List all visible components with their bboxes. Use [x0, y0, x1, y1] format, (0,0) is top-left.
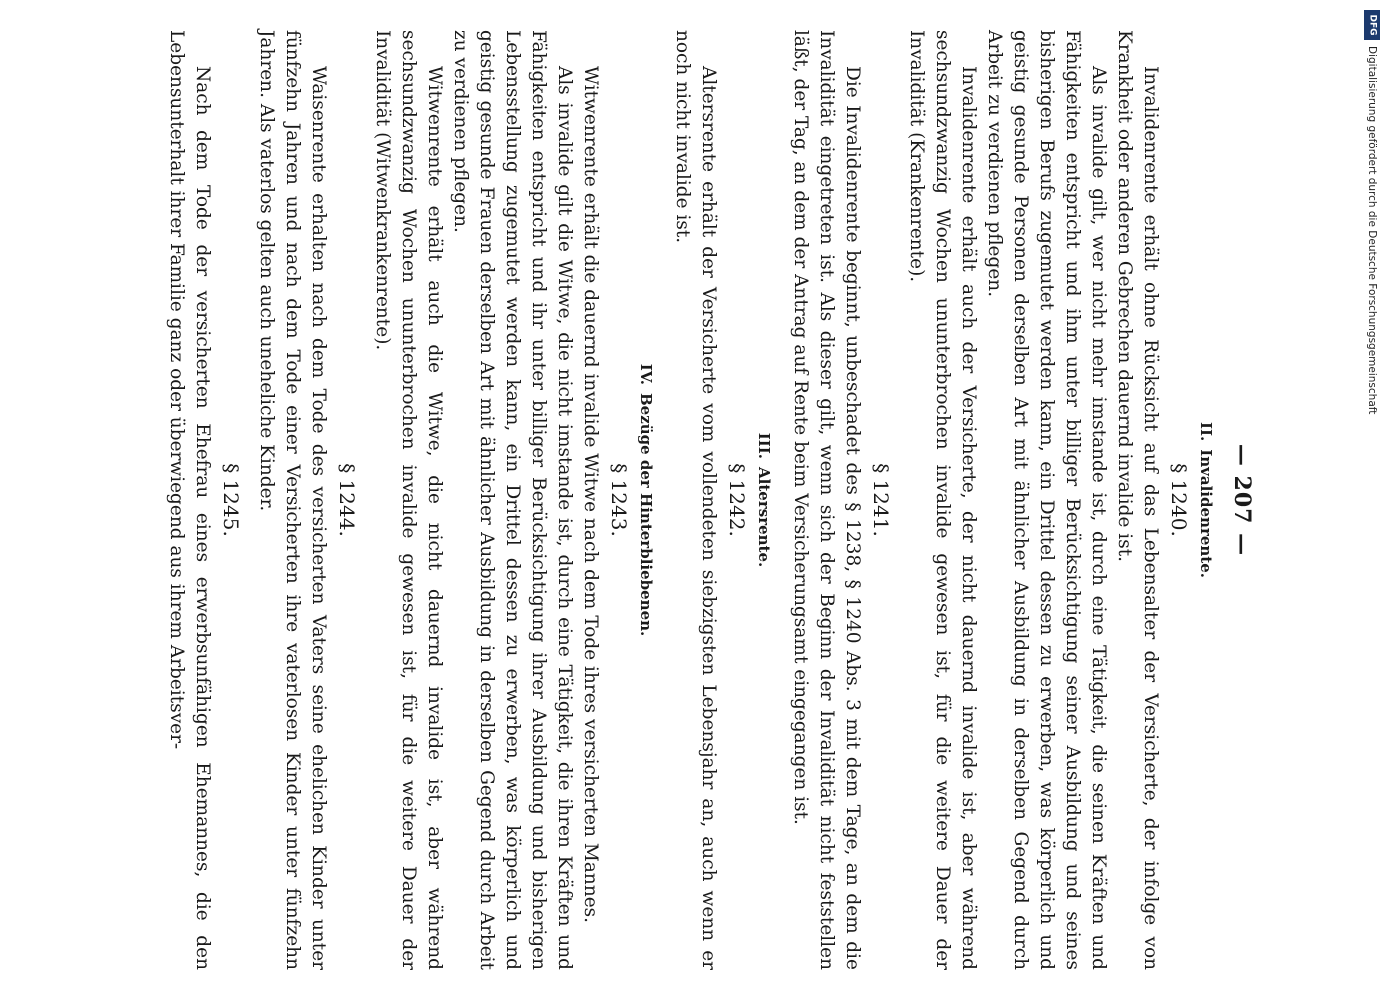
section-title: Invalidenrente. — [1197, 449, 1215, 578]
section-heading — [1197, 30, 1215, 970]
paragraph-number: § 1245. — [219, 463, 243, 537]
paragraph-number: § 1243. — [607, 463, 631, 537]
paragraph-number: § 1240. — [1167, 463, 1191, 537]
paragraph-text: Witwenrente erhält die dauernd invalide Witwe nach dem Tode ihres versicherten Mannes. — [580, 66, 601, 924]
paragraph-text: Als invalide gilt die Witwe, die nicht imstande ist, durch eine Tätigkeit, die ihren Kräften und Fähigkeiten entspricht und ihr unter billiger Berücksichtigung ihrer Ausbildung und bisherigen Lebensstellung zugemutet werden kann, ein Drittel dessen zu erwerben, was körperlich und geistig gesunde Frauen derselben Art mit ähnlicher Ausbildung in derselben Gegend durch Arbeit zu verdienen pflegen. — [450, 30, 575, 970]
sections-container — [163, 30, 1215, 970]
funding-note: Digitalisierung gefördert durch die Deutsche Forschungsgemeinschaft — [1366, 46, 1378, 415]
paragraph-text: Als invalide gilt, wer nicht mehr imstande ist, durch eine Tätigkeit, die seinen Kräften und Fähigkeiten entspricht und ihm unter billiger Berücksichtigung seiner Ausbildung und seines bisherigen Berufs zugemutet werden kann, ein Drittel dessen zu erwerben, was körperlich und geistig gesunde Personen derselben Art mit ähnlicher Ausbildung in derselben Gegend durch Arbeit zu verdienen pflegen. — [984, 30, 1109, 970]
digitization-sidebar — [1363, 10, 1381, 415]
paragraph-block — [253, 30, 359, 970]
paragraph-block — [903, 30, 1191, 970]
paragraph-text: Invalidenrente erhält auch der Versicherte, der nicht dauernd invalide ist, aber während sechsundzwanzig Wochen ununterbrochen invalide gewesen ist, für die weitere Dauer der Invalidität (Krankenrente). — [906, 30, 979, 970]
paragraph-block — [369, 30, 631, 970]
paragraph-block — [163, 30, 243, 970]
paragraph-text: Witwenrente erhält auch die Witwe, die nicht dauernd invalide ist, aber während sechsundzwanzig Wochen ununterbrochen invalide gewesen ist, für die weitere Dauer der Invalidität (Witwenkrankenrente). — [372, 30, 445, 970]
paragraph-number: § 1241. — [869, 463, 893, 537]
section-number: III. — [755, 432, 773, 460]
paragraph-number: § 1242. — [725, 463, 749, 537]
paragraph-block — [787, 30, 893, 970]
section-heading — [637, 30, 655, 970]
section-title: Altersrente. — [755, 467, 773, 568]
paragraph-block — [669, 30, 749, 970]
paragraph-text: Nach dem Tode der versicherten Ehefrau eines erwerbsunfähigen Ehemannes, die den Lebensunterhalt ihrer Familie ganz oder überwiegend aus ihrem Arbeitsver- — [166, 30, 213, 970]
paragraph-text: Die Invalidenrente beginnt, unbeschadet des § 1238, § 1240 Abs. 3 mit dem Tage, an dem die Invalidität eingetreten ist. Als dieser gilt, wenn sich der Beginn der Invalidität nicht feststellen läßt, der Tag, an dem der Antrag auf Rente beim Versicherungsamt eingegangen ist. — [790, 30, 863, 970]
paragraph-text: Waisenrente erhalten nach dem Tode des versicherten Vaters seine ehelichen Kinder unter fünfzehn Jahren und nach dem Tode einer Versicherten ihre vaterlosen Kinder unter fünfzehn Jahren. Als vaterlos gelten auch uneheliche Kinder. — [256, 30, 329, 970]
paragraph-number: § 1244. — [335, 463, 359, 537]
paragraph-text: Invalidenrente erhält ohne Rücksicht auf das Lebensalter der Versicherte, der infolge von Krankheit oder anderen Gebrechen dauernd invalide ist. — [1114, 30, 1161, 970]
section-title: Bezüge der Hinterbliebenen. — [637, 393, 655, 637]
section-number: II. — [1197, 421, 1215, 442]
page-content — [81, 30, 1261, 970]
paragraph-text: Altersrente erhält der Versicherte vom vollendeten siebzigsten Lebensjahr an, auch wenn er noch nicht invalide ist. — [672, 30, 719, 970]
dfg-logo: DFG — [1364, 10, 1380, 40]
section-number: IV. — [637, 363, 655, 385]
section-heading — [755, 30, 773, 970]
page-number: — 207 — — [1229, 443, 1255, 557]
